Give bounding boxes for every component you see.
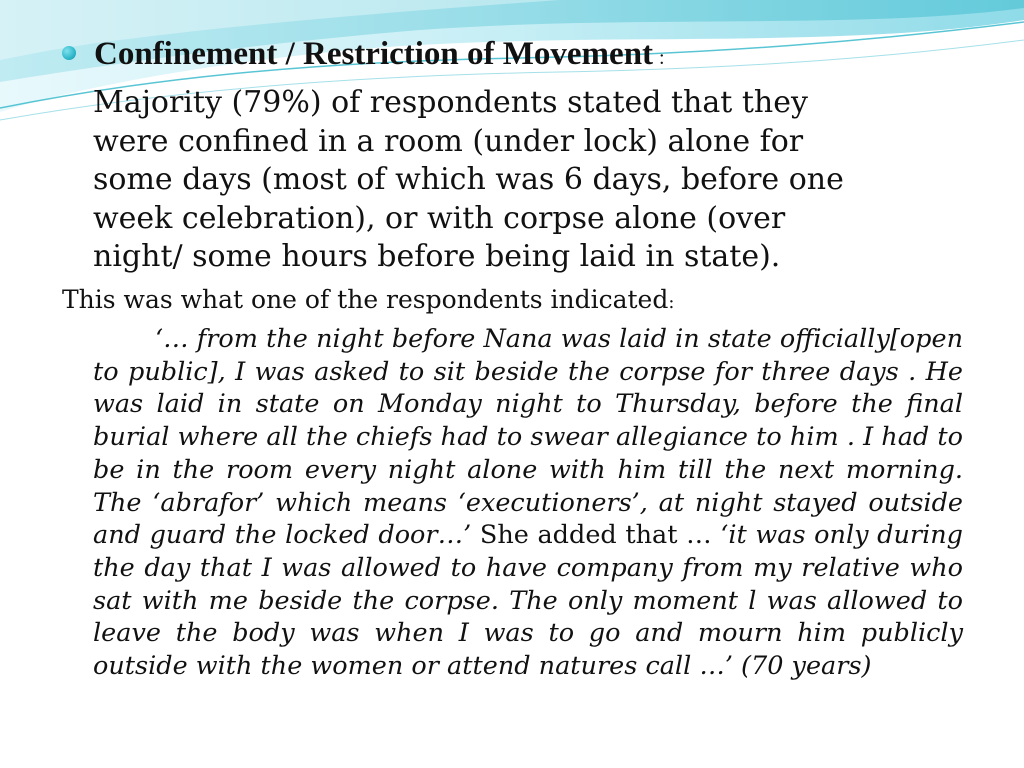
bullet-heading-text: Confinement / Restriction of Movement xyxy=(94,36,654,72)
bullet-heading xyxy=(94,32,665,80)
bullet-body-text: Majority (79%) of respondents stated that they were confined in a room (under lock) alone for some days (most of which was 6 days, before one week celebration), or with corpse alone (over night/ some hours before being laid in state). xyxy=(93,85,844,274)
respondent-quote xyxy=(93,323,963,683)
quote-part-2: She added that … xyxy=(471,520,721,551)
quote-part-1: ‘… from the night before Nana was laid in state officially[open to public], I was asked to sit beside the corpse for three days . He was laid in state on Monday night to Thursday, before the final burial where all the chiefs had to swear allegiance to him . I had to be in the room every night alone with him till the next morning. The ‘abrafor’ which means ‘executioners’, at night stayed outside and guard the locked door…’ xyxy=(93,324,963,551)
respondent-intro-text: This was what one of the respondents indicated xyxy=(62,285,669,314)
respondent-intro-colon: : xyxy=(668,292,675,313)
bullet-dot-icon xyxy=(62,46,76,60)
quote-part-3: ‘it was only during the day that I was allowed to have company from my relative who sat with me beside the corpse. The only moment l was allowed to leave the body was when I was to go and mourn him publicly outside with the women or attend natures call …’ (70 years) xyxy=(93,520,963,682)
respondent-intro xyxy=(62,282,674,321)
bullet-heading-colon: : xyxy=(659,47,665,69)
